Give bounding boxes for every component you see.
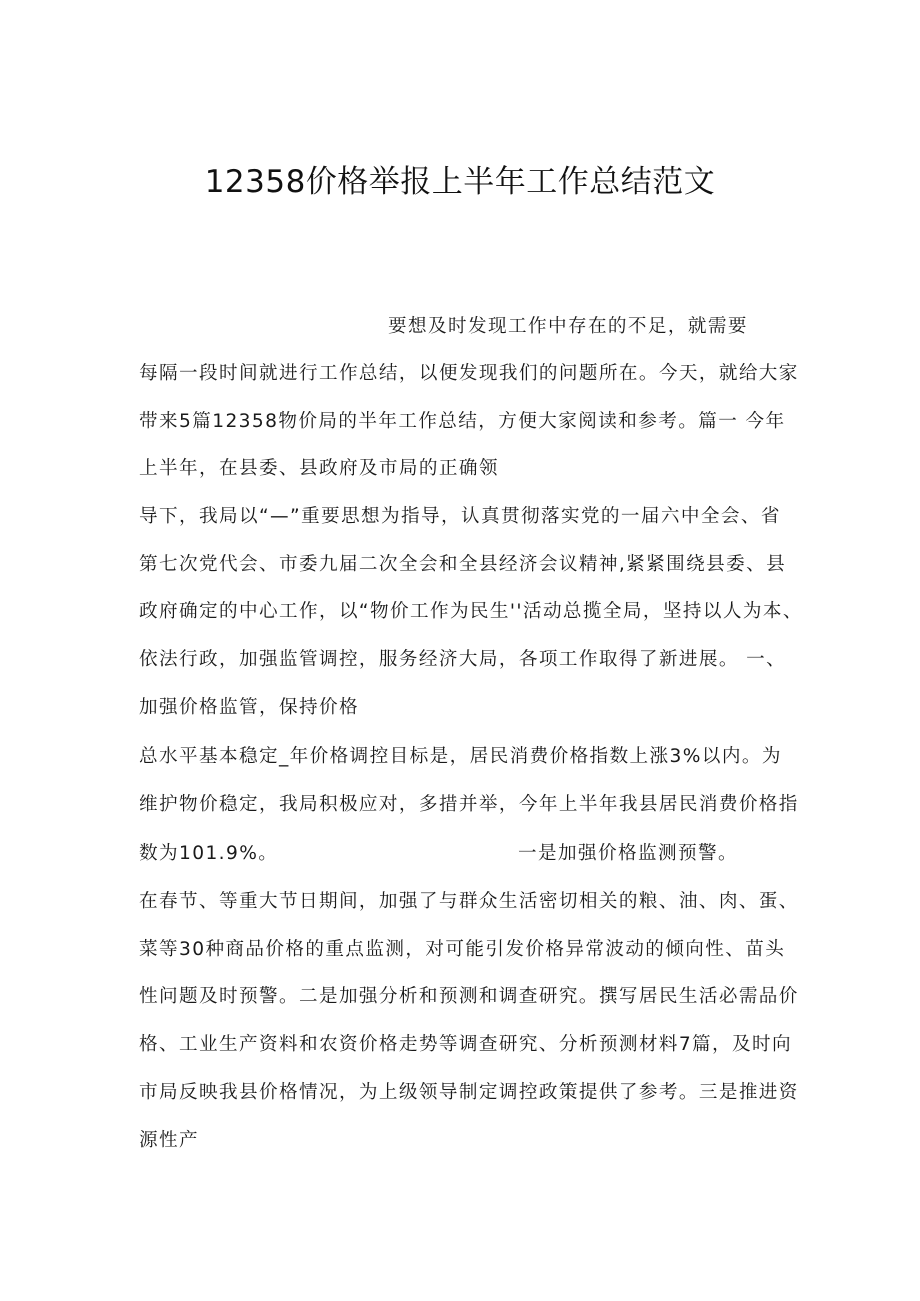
paragraph-line: 带来5篇12358物价局的半年工作总结，方便大家阅读和参考。篇一 今年 <box>139 411 786 432</box>
paragraph-line: 导下，我局以“—”重要思想为指导，认真贯彻落实党的一届六中全会、省 <box>139 506 781 527</box>
paragraph-line: 政府确定的中心工作，以“物价工作为民生''活动总揽全局，坚持以人为本、 <box>139 601 803 622</box>
paragraph-line: 维护物价稳定，我局积极应对，多措并举，今年上半年我县居民消费价格指 <box>139 794 799 815</box>
document-title: 12358价格举报上半年工作总结范文 <box>204 164 716 200</box>
paragraph-line: 总水平基本稳定_年价格调控目标是，居民消费价格指数上涨3%以内。为 <box>139 746 782 767</box>
paragraph-line: 一是加强价格监测预警。 <box>518 843 738 864</box>
paragraph-line: 菜等30种商品价格的重点监测，对可能引发价格异常波动的倾向性、苗头 <box>139 939 786 960</box>
paragraph-line: 加强价格监管，保持价格 <box>139 697 359 718</box>
paragraph-line: 源性产 <box>139 1130 199 1151</box>
paragraph-line: 要想及时发现工作中存在的不足，就需要 <box>388 316 748 337</box>
paragraph-line: 在春节、等重大节日期间，加强了与群众生活密切相关的粮、油、肉、蛋、 <box>139 891 799 912</box>
paragraph-line: 每隔一段时间就进行工作总结，以便发现我们的问题所在。今天，就给大家 <box>139 363 799 384</box>
paragraph-line: 依法行政，加强监管调控，服务经济大局，各项工作取得了新进展。 一、 <box>139 649 787 670</box>
paragraph-line: 数为101.9%。 <box>139 843 279 864</box>
paragraph-line: 第七次党代会、市委九届二次全会和全县经济会议精神,紧紧围绕县委、县 <box>139 554 787 575</box>
paragraph-line: 上半年，在县委、县政府及市局的正确领 <box>139 458 499 479</box>
paragraph-line: 市局反映我县价格情况，为上级领导制定调控政策提供了参考。三是推进资 <box>139 1082 799 1103</box>
paragraph-line: 性问题及时预警。二是加强分析和预测和调查研究。撰写居民生活必需品价 <box>139 986 799 1007</box>
paragraph-line: 格、工业生产资料和农资价格走势等调查研究、分析预测材料7篇，及时向 <box>139 1034 793 1055</box>
